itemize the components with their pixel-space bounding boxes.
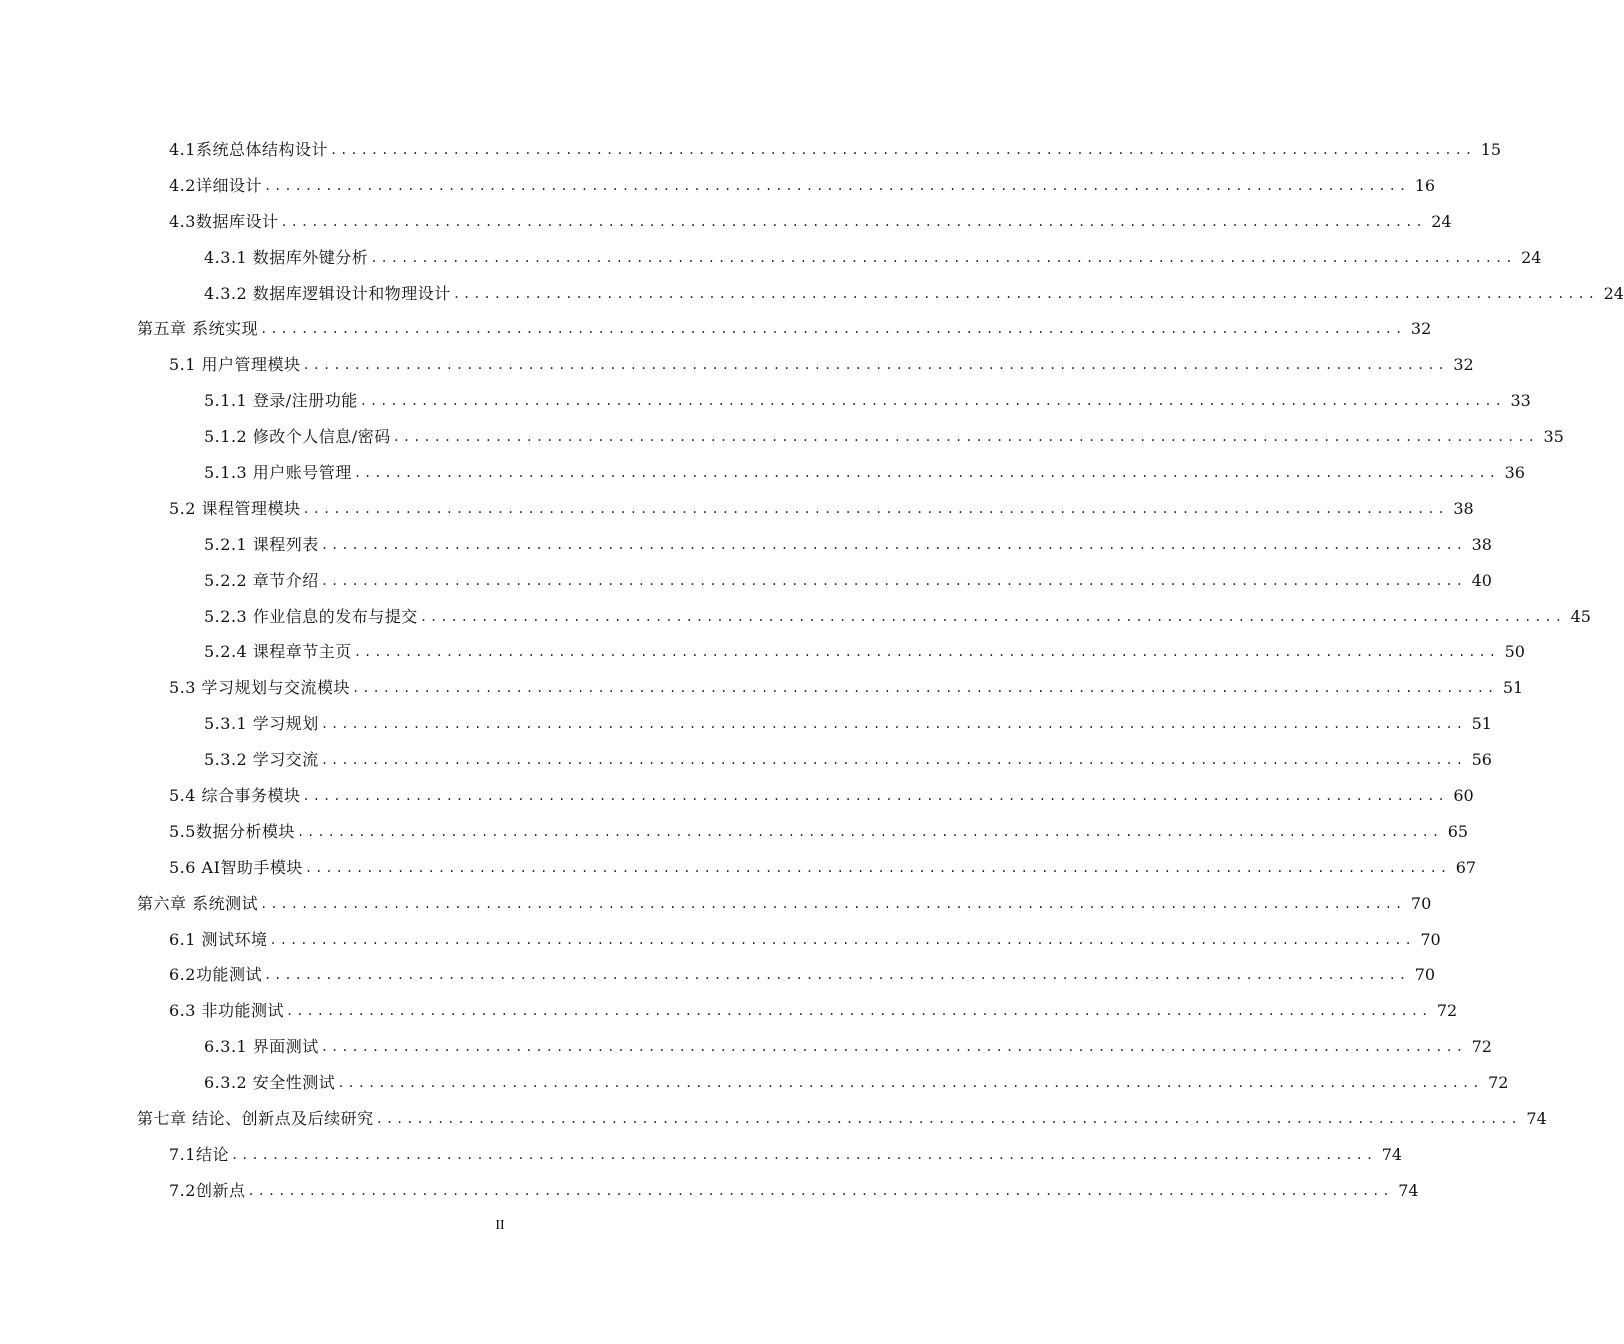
toc-entry-page: 33 (1510, 391, 1531, 411)
toc-entry-title: 4.3数据库设计 (169, 211, 279, 231)
toc-entry-page: 38 (1471, 534, 1492, 554)
toc-entry-page: 72 (1436, 1001, 1458, 1021)
toc-entry-title: 6.3.1 界面测试 (204, 1037, 319, 1057)
toc-entry-page: 15 (1480, 139, 1502, 159)
toc-entry-title: 5.3 学习规划与交流模块 (169, 678, 351, 698)
toc-entry-page: 56 (1471, 750, 1492, 770)
toc-entry[interactable] (0, 1173, 1419, 1209)
toc-entry-title: 4.2详细设计 (169, 175, 262, 195)
toc-entry-page: 36 (1504, 462, 1525, 482)
toc-entry[interactable] (0, 491, 1474, 527)
toc-dot-leader: ................................................................................................................ (302, 501, 1448, 516)
toc-entry-title: 6.2功能测试 (169, 965, 262, 985)
toc-entry[interactable] (0, 922, 1441, 958)
toc-entry[interactable] (0, 455, 1525, 491)
toc-entry[interactable] (0, 168, 1436, 204)
toc-entry-title: 5.6 AI智助手模块 (169, 857, 303, 877)
toc-entry-title: 5.2.4 课程章节主页 (204, 642, 352, 662)
toc-dot-leader: ................................................................................................................ (260, 322, 1406, 337)
toc-entry-page: 65 (1447, 821, 1469, 841)
toc-entry[interactable] (0, 993, 1458, 1029)
toc-entry[interactable] (0, 706, 1492, 742)
toc-entry-title: 4.3.2 数据库逻辑设计和物理设计 (204, 283, 451, 303)
toc-entry-title: 5.4 综合事务模块 (169, 785, 301, 805)
toc-entry-page: 74 (1381, 1144, 1403, 1164)
toc-dot-leader: ................................................................................................................ (352, 681, 1498, 696)
toc-entry-page: 35 (1543, 427, 1564, 447)
toc-dot-leader: ................................................................................................................ (320, 537, 1466, 552)
toc-dot-leader: ................................................................................................................ (320, 717, 1466, 732)
toc-dot-leader: ................................................................................................................ (230, 1147, 1377, 1162)
toc-entry-page: 45 (1570, 606, 1591, 626)
toc-entry[interactable] (0, 1065, 1509, 1101)
toc-dot-leader: ................................................................................................................ (452, 286, 1598, 301)
toc-entry-page: 38 (1453, 498, 1474, 518)
toc-dot-leader: ................................................................................................................ (329, 142, 1476, 157)
toc-entry-page: 74 (1526, 1108, 1547, 1128)
toc-entry-title: 5.2 课程管理模块 (169, 498, 301, 518)
table-of-contents (0, 132, 1624, 1209)
toc-entry-page: 24 (1431, 211, 1452, 231)
toc-entry-title: 7.2创新点 (169, 1180, 246, 1200)
toc-dot-leader: ................................................................................................................ (302, 788, 1448, 803)
toc-entry[interactable] (0, 814, 1469, 850)
toc-entry[interactable] (0, 850, 1477, 886)
toc-entry-title: 4.1系统总体结构设计 (169, 139, 328, 159)
toc-dot-leader: ................................................................................................................ (286, 1004, 1432, 1019)
toc-dot-leader: ................................................................................................................ (247, 1183, 1393, 1198)
toc-entry-title: 5.5数据分析模块 (169, 821, 295, 841)
toc-entry-page: 51 (1502, 678, 1524, 698)
toc-entry-title: 5.3.1 学习规划 (204, 714, 319, 734)
toc-entry-page: 67 (1455, 857, 1477, 877)
toc-entry-page: 50 (1504, 642, 1525, 662)
toc-entry[interactable] (0, 276, 1624, 312)
toc-entry-page: 74 (1398, 1180, 1419, 1200)
toc-entry[interactable] (0, 204, 1452, 240)
toc-entry[interactable] (0, 1029, 1492, 1065)
toc-entry-page: 70 (1420, 929, 1441, 949)
toc-entry-page: 32 (1453, 355, 1474, 375)
toc-entry-page: 51 (1471, 714, 1492, 734)
toc-entry[interactable] (0, 599, 1591, 635)
toc-entry-title: 5.3.2 学习交流 (204, 750, 319, 770)
toc-dot-leader: ................................................................................................................ (260, 896, 1406, 911)
toc-entry[interactable] (0, 240, 1542, 276)
toc-dot-leader: ................................................................................................................ (263, 178, 1410, 193)
toc-dot-leader: ................................................................................................................ (320, 1040, 1466, 1055)
toc-entry[interactable] (0, 634, 1525, 670)
toc-dot-leader: ................................................................................................................ (353, 645, 1499, 660)
toc-entry[interactable] (0, 886, 1432, 922)
toc-entry[interactable] (0, 132, 1502, 168)
toc-entry-title: 5.2.2 章节介绍 (204, 570, 319, 590)
toc-dot-leader: ................................................................................................................ (375, 1111, 1521, 1126)
toc-entry[interactable] (0, 778, 1474, 814)
toc-dot-leader: ................................................................................................................ (320, 573, 1466, 588)
toc-entry-title: 第六章 系统测试 (137, 893, 259, 913)
toc-entry-page: 16 (1414, 175, 1436, 195)
toc-entry-page: 72 (1488, 1073, 1509, 1093)
toc-entry-page: 24 (1603, 283, 1624, 303)
toc-dot-leader: ................................................................................................................ (419, 609, 1565, 624)
toc-entry-page: 70 (1414, 965, 1436, 985)
toc-entry[interactable] (0, 347, 1474, 383)
toc-entry-title: 第五章 系统实现 (137, 319, 259, 339)
toc-entry-title: 5.1.2 修改个人信息/密码 (204, 427, 391, 447)
toc-entry-page: 40 (1471, 570, 1492, 590)
toc-entry-page: 32 (1410, 319, 1432, 339)
toc-entry-title: 6.1 测试环境 (169, 929, 268, 949)
toc-entry-page: 72 (1471, 1037, 1492, 1057)
toc-entry-title: 第七章 结论、创新点及后续研究 (137, 1108, 374, 1128)
toc-entry-title: 5.2.3 作业信息的发布与提交 (204, 606, 418, 626)
toc-entry-title: 6.3.2 安全性测试 (204, 1073, 336, 1093)
toc-dot-leader: ................................................................................................................ (302, 358, 1448, 373)
toc-dot-leader: ................................................................................................................ (304, 860, 1451, 875)
toc-entry[interactable] (0, 957, 1436, 993)
toc-entry[interactable] (0, 419, 1564, 455)
toc-entry[interactable] (0, 527, 1492, 563)
toc-entry-title: 5.1.1 登录/注册功能 (204, 391, 358, 411)
toc-dot-leader: ................................................................................................................ (353, 465, 1499, 480)
toc-entry-page: 70 (1410, 893, 1432, 913)
toc-entry-title: 7.1结论 (169, 1144, 229, 1164)
toc-dot-leader: ................................................................................................................ (320, 753, 1466, 768)
toc-dot-leader: ................................................................................................................ (280, 214, 1426, 229)
toc-dot-leader: ................................................................................................................ (392, 430, 1538, 445)
toc-entry[interactable] (0, 742, 1492, 778)
toc-entry[interactable] (0, 563, 1492, 599)
toc-dot-leader: ................................................................................................................ (359, 394, 1505, 409)
toc-entry-title: 5.1 用户管理模块 (169, 355, 301, 375)
page-number: II (495, 1218, 505, 1233)
toc-entry[interactable] (0, 1137, 1403, 1173)
toc-entry-page: 24 (1521, 247, 1542, 267)
toc-dot-leader: ................................................................................................................ (370, 250, 1516, 265)
toc-entry-title: 5.1.3 用户账号管理 (204, 462, 352, 482)
toc-entry[interactable] (0, 383, 1531, 419)
toc-entry-title: 4.3.1 数据库外键分析 (204, 247, 369, 267)
toc-entry-title: 6.3 非功能测试 (169, 1001, 285, 1021)
toc-entry[interactable] (0, 1101, 1547, 1137)
toc-entry-title: 5.2.1 课程列表 (204, 534, 319, 554)
toc-dot-leader: ................................................................................................................ (296, 824, 1443, 839)
toc-entry[interactable] (0, 311, 1432, 347)
toc-entry-page: 60 (1453, 785, 1474, 805)
toc-dot-leader: ................................................................................................................ (269, 932, 1415, 947)
toc-dot-leader: ................................................................................................................ (263, 968, 1410, 983)
toc-dot-leader: ................................................................................................................ (337, 1076, 1483, 1091)
toc-entry[interactable] (0, 670, 1524, 706)
